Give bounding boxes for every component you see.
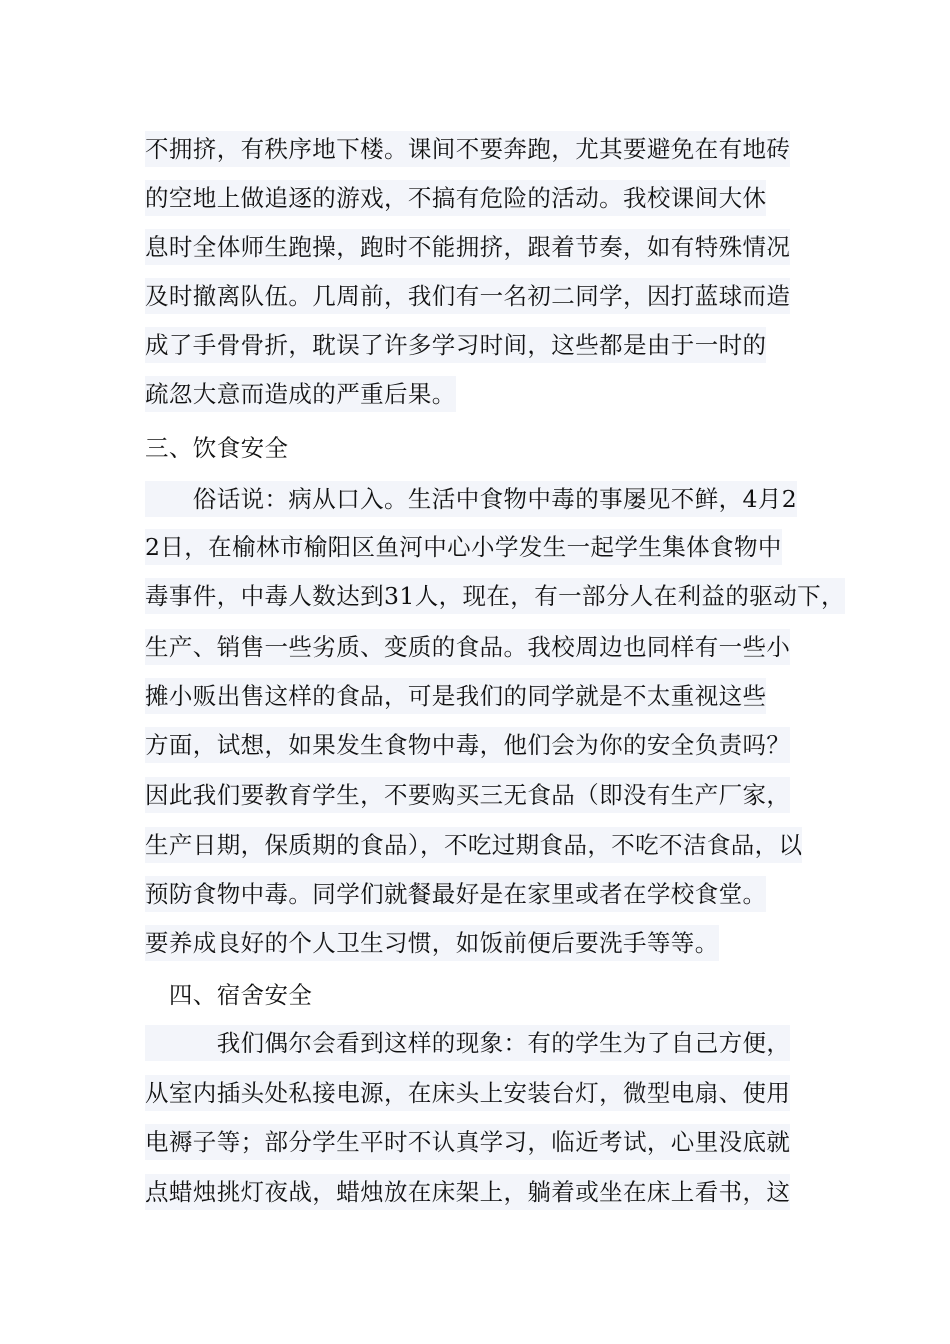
- text-line: 点蜡烛挑灯夜战，蜡烛放在床架上，躺着或坐在床上看书，这: [145, 1174, 790, 1210]
- text-line: 成了手骨骨折，耽误了许多学习时间，这些都是由于一时的: [145, 327, 766, 363]
- text-line: 因此我们要教育学生，不要购买三无食品（即没有生产厂家，: [145, 777, 790, 813]
- text-line: 息时全体师生跑操，跑时不能拥挤，跟着节奏，如有特殊情况: [145, 229, 790, 265]
- text-line: 及时撤离队伍。几周前，我们有一名初二同学，因打蓝球而造: [145, 278, 790, 314]
- text-line: 俗话说：病从口入。生活中食物中毒的事屡见不鲜，4月2: [145, 481, 797, 517]
- text-line: 预防食物中毒。同学们就餐最好是在家里或者在学校食堂。: [145, 876, 766, 912]
- text-line: 电褥子等；部分学生平时不认真学习，临近考试，心里没底就: [145, 1124, 790, 1160]
- text-line: 生产、销售一些劣质、变质的食品。我校周边也同样有一些小: [145, 629, 790, 665]
- text-line: 从室内插头处私接电源，在床头上安装台灯，微型电扇、使用: [145, 1075, 790, 1111]
- text-line: 不拥挤，有秩序地下楼。课间不要奔跑，尤其要避免在有地砖: [145, 131, 790, 167]
- section-heading: 四、宿舍安全: [145, 981, 313, 1009]
- text-line: 摊小贩出售这样的食品，可是我们的同学就是不太重视这些: [145, 678, 766, 714]
- text-line: 我们偶尔会看到这样的现象：有的学生为了自己方便，: [145, 1025, 790, 1061]
- text-line: 毒事件，中毒人数达到31人，现在，有一部分人在利益的驱动下，: [145, 578, 845, 614]
- text-line: 疏忽大意而造成的严重后果。: [145, 376, 456, 412]
- text-line: 2日，在榆林市榆阳区鱼河中心小学发生一起学生集体食物中: [145, 529, 782, 565]
- text-line: 生产日期，保质期的食品），不吃过期食品，不吃不洁食品，以: [145, 827, 802, 863]
- text-line: 方面，试想，如果发生食物中毒，他们会为你的安全负责吗？: [145, 727, 790, 763]
- text-line: 的空地上做追逐的游戏，不搞有危险的活动。我校课间大休: [145, 180, 766, 216]
- section-heading: 三、饮食安全: [145, 434, 289, 462]
- text-line: 要养成良好的个人卫生习惯，如饭前便后要洗手等等。: [145, 925, 719, 961]
